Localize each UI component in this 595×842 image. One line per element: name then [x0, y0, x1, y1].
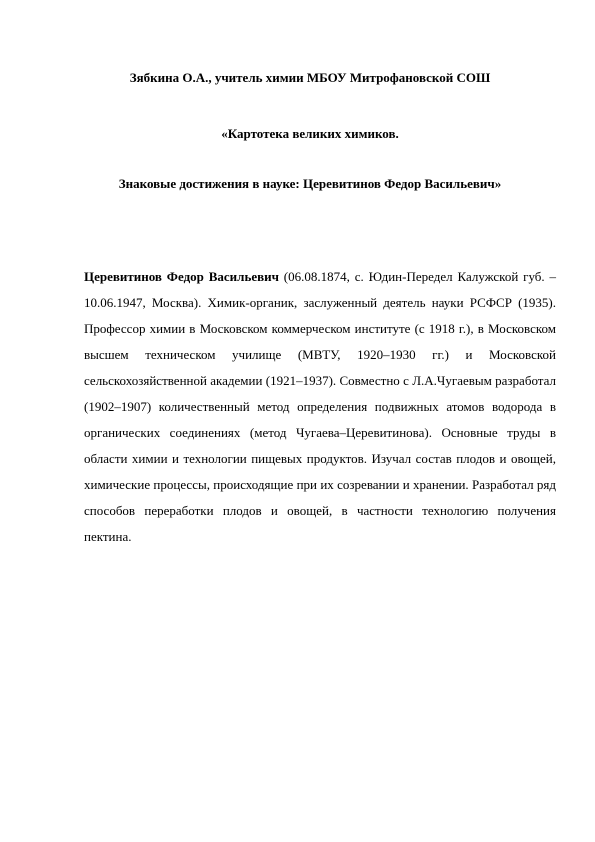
card-title: «Картотека великих химиков.	[221, 126, 399, 141]
card-subtitle: Знаковые достижения в науке: Церевитинов Федор Васильевич»	[118, 176, 502, 191]
biography-text: (06.08.1874, с. Юдин-Передел Калужской губ. – 10.06.1947, Москва). Химик-органик, заслуженный деятель науки РСФСР (1935). Профессор химии в Московском коммерческом институте (с 1918 г.), в Московском высшем техническом училище (МВТУ, 1920–1930 гг.) и Московской сельскохозяйственной академии (1921–1937). Совместно с Л.А.Чугаевым разработал (1902–1907) количественный метод определения подвижных атомов водорода в органических соединениях (метод Чугаева–Церевитинова). Основные труды в области химии и технологии пищевых продуктов. Изучал состав плодов и овощей, химические процессы, происходящие при их созревании и хранении. Разработал ряд способов переработки плодов и овощей, в частности технологию получения пектина.	[84, 269, 556, 544]
biography-paragraph	[84, 264, 556, 550]
scientist-name: Церевитинов Федор Васильевич	[84, 269, 279, 284]
author-line: Зябкина О.А., учитель химии МБОУ Митрофановской СОШ	[129, 70, 491, 85]
